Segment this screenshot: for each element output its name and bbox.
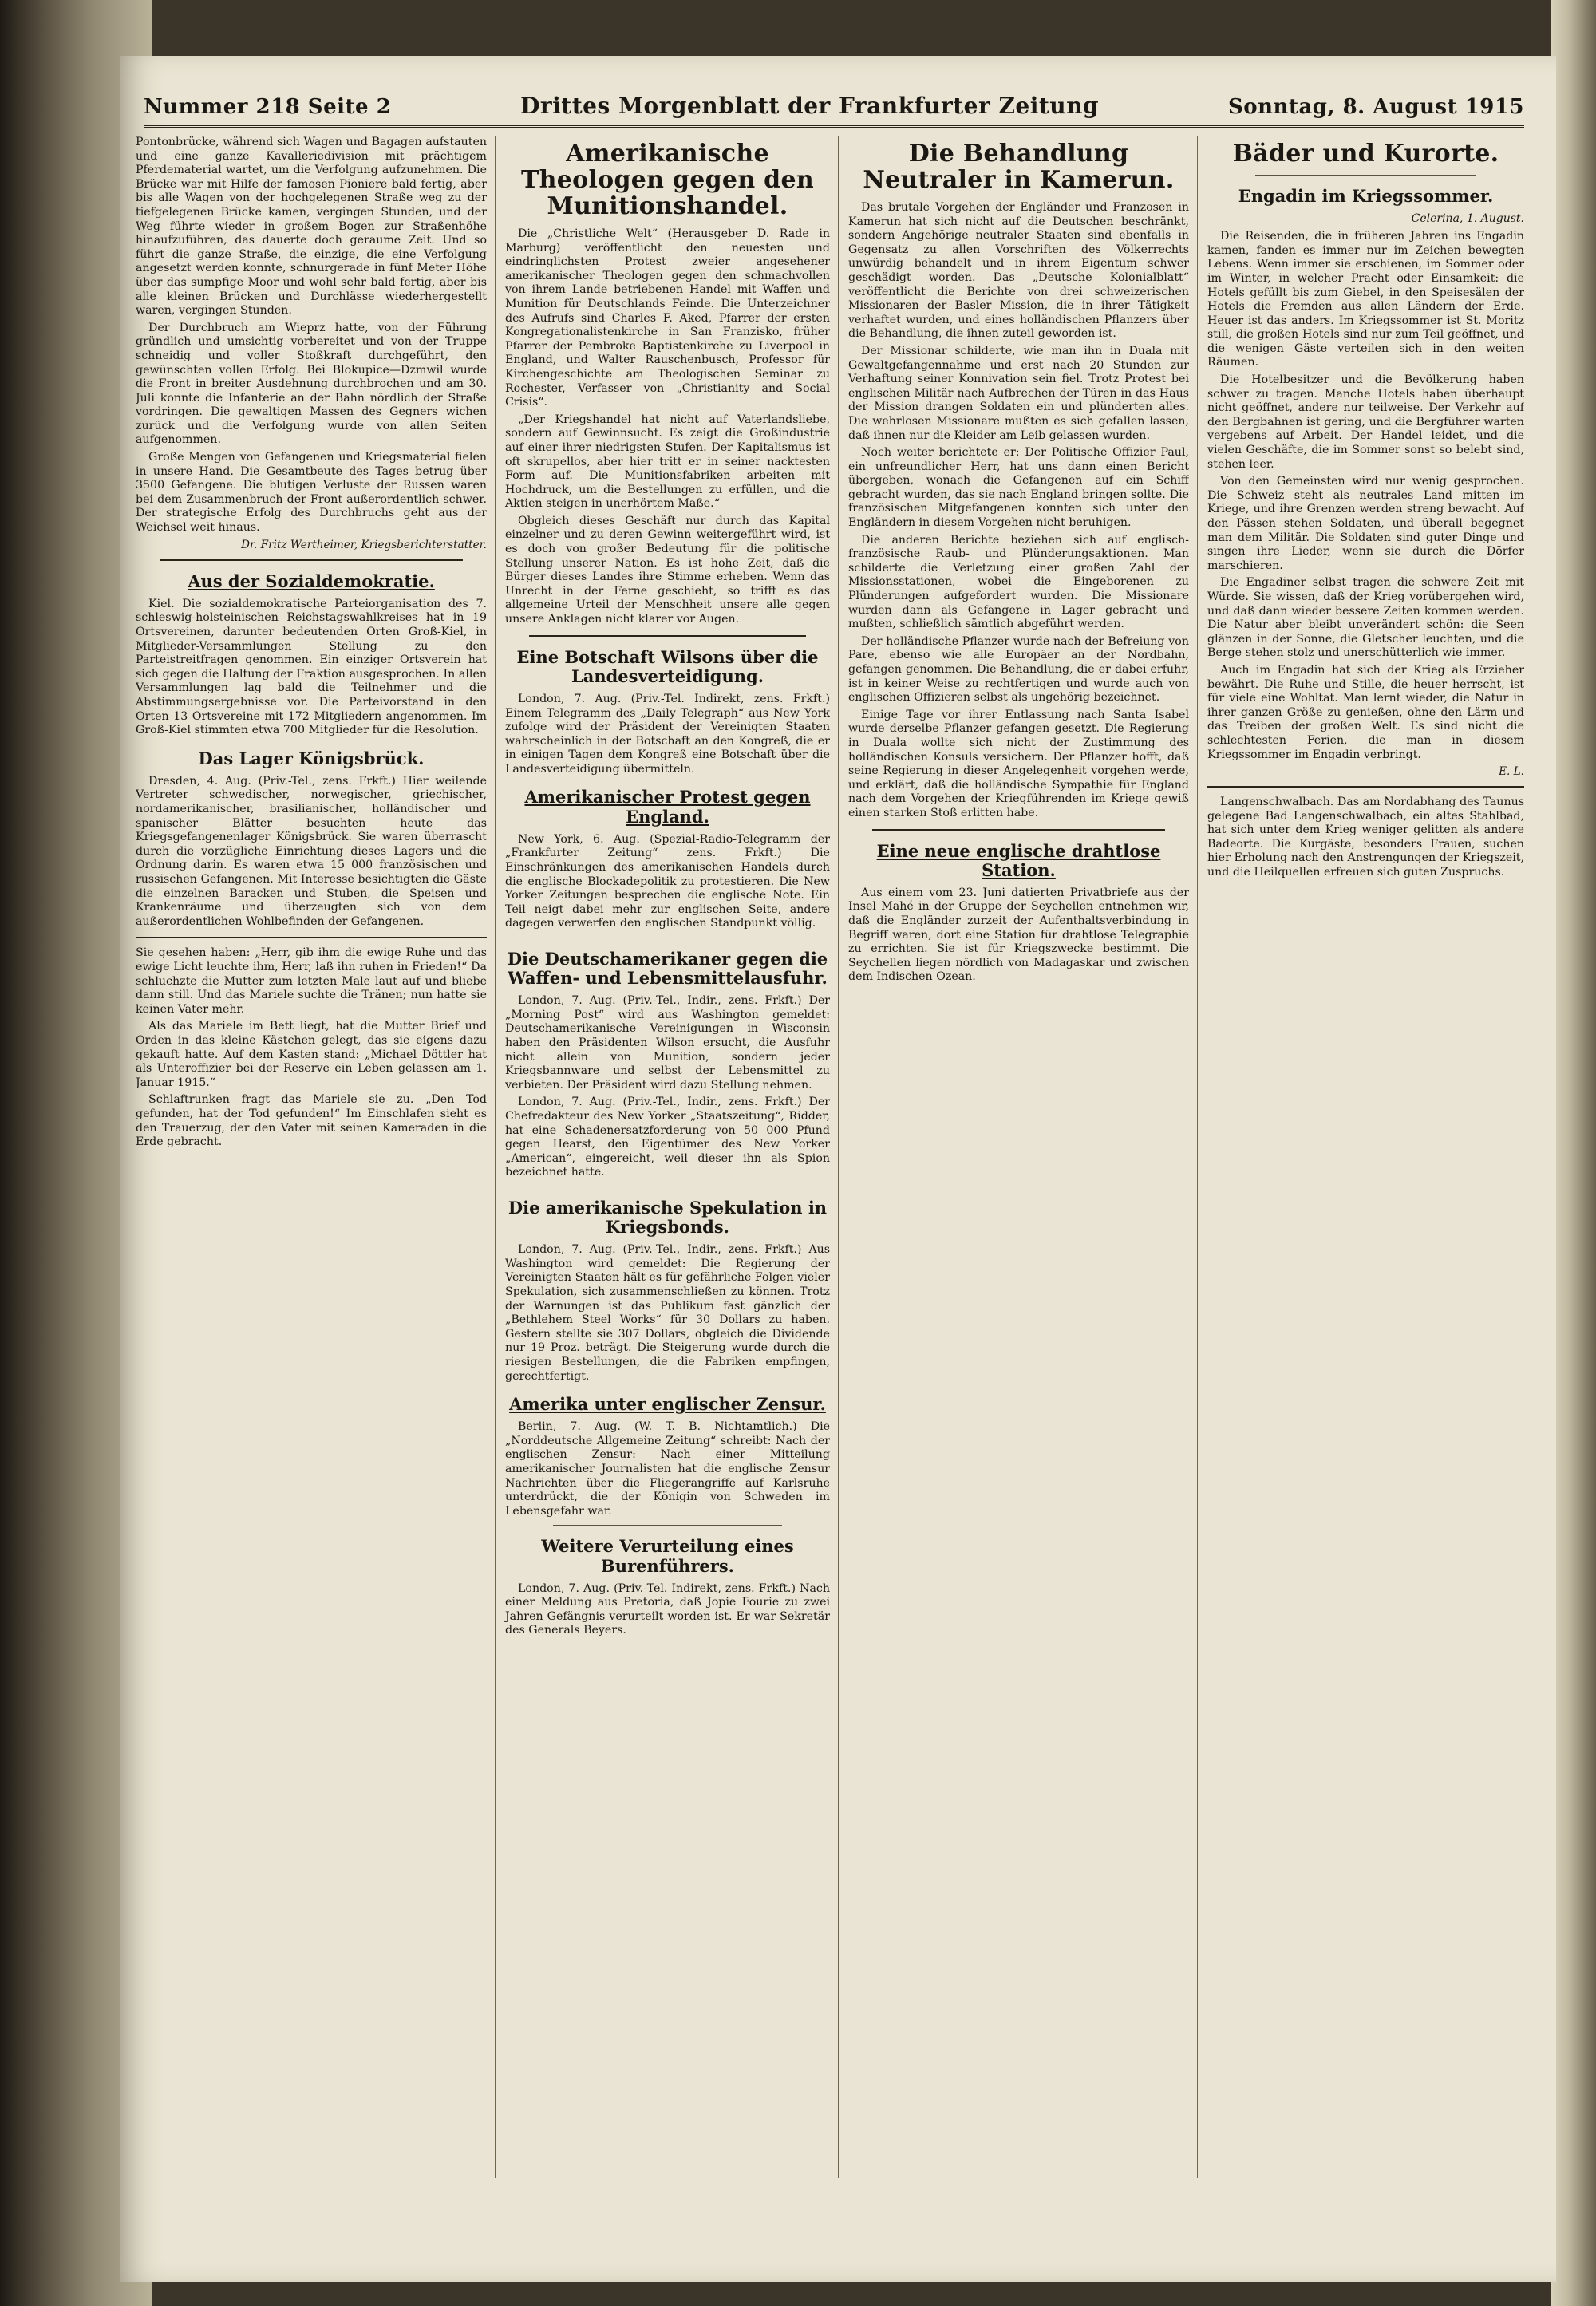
article-text: Der Missionar schilderte, wie man ihn in Duala mit Gewaltgefangennahme und erst nach 20 Stunden zur Verhaftung seiner Konnivation sein fiel. Trotz Protest bei englischen Militär nach Aufbrechen der Türen in das Haus der Mission drangen Soldaten ein und plünderten alles. Die wehrlosen Missionare mußten es sich gefallen lassen, daß ihnen nur die Kleider am Leib gelassen wurden. bbox=[848, 344, 1189, 442]
headline-deutschamerikaner: Die Deutschamerikaner gegen die Waffen- und Lebensmittelausfuhr. bbox=[507, 948, 828, 989]
divider bbox=[160, 559, 463, 561]
divider bbox=[872, 829, 1165, 831]
divider bbox=[1207, 786, 1524, 788]
column-3 bbox=[838, 136, 1189, 2178]
article-text: Kiel. Die sozialdemokratische Parteiorganisation des 7. schleswig-holsteinischen Reichstagswahlkreises hat in 19 Ortsvereinen, darunter bedeutenden Orten Groß-Kiel, in Mitglieder-Versammlungen Stellung zu den Parteistreitfragen genommen. Ein einziger Ortsverein hat sich gegen die Haltung der Fraktion ausgesprochen. In allen Versammlungen lag bald die Teilnehmer und die Abstimmungsergebnisse vor. Die Parteivorstand in den Orten 13 Ortsvereine mit 172 Mitgliedern angenommen. Im Groß-Kiel stimmten etwa 700 Mitglieder für die Resolution. bbox=[136, 597, 487, 737]
headline-spekulation: Die amerikanische Spekulation in Kriegsbonds. bbox=[508, 1197, 828, 1238]
article-text: London, 7. Aug. (Priv.-Tel. Indirekt, zens. Frkft.) Einem Telegramm des „Daily Telegraph“ aus New York zufolge wird der Präsident der Vereinigten Staaten wahrscheinlich in der Botschaft an den Kongreß, die er in einigen Tagen dem Kongreß eine Botschaft über die Landesverteidigung übermitteln. bbox=[505, 692, 830, 776]
article-text: Obgleich dieses Geschäft nur durch das Kapital einzelner und zu deren Gewinn weitergeführt wird, ist es doch von großer Bedeutung für die politische Stellung unserer Nation. Es ist hohe Zeit, daß die Bürger dieses Landes ihre Stimme erheben. Wenn das Unrecht in der Ferne geschieht, so trifft es das allgemeine Urteil der Menschheit unsere alle gegen unsere Anklagen nicht klarer vor Augen. bbox=[505, 514, 830, 626]
story-text: Schlaftrunken fragt das Mariele sie zu. „Den Tod gefunden, hat der Tod gefunden!“ Im Einschlafen sieht es den Trauerzug, der den Vater mit seinen Kameraden in die Erde gebracht. bbox=[136, 1093, 487, 1149]
story-text: Als das Mariele im Bett liegt, hat die Mutter Brief und Orden in das kleine Kästchen gelegt, das sie eigens dazu gekauft hatte. Auf dem Kasten stand: „Michael Döttler hat als Unteroffizier bei der Reserve ein Leben gelassen am 1. Januar 1915.“ bbox=[136, 1020, 487, 1089]
article-text: Aus einem vom 23. Juni datierten Privatbriefe aus der Insel Mahé in der Gruppe der Seychellen entnehmen wir, daß die Engländer zurzeit der Aufenthaltsverbindung in Begriff waren, dort eine Station für drahtlose Telegraphie zu errichten. Sie ist für Kriegszwecke bestimmt. Die Seychellen liegen nördlich von Madagaskar und zwischen dem Indischen Ozean. bbox=[848, 886, 1189, 984]
article-text: New York, 6. Aug. (Spezial-Radio-Telegramm der „Frankfurter Zeitung“ zens. Frkft.) Die Einschränkungen des amerikanischen Handels durch die englische Blockadepolitik zu protestieren. Die New Yorker Zeitungen besprechen die englische Note. Ein Teil neigt dabei mehr zur englischen Seite, andere dagegen verwerfen den englischen Standpunkt völlig. bbox=[505, 832, 830, 930]
article-text: Große Mengen von Gefangenen und Kriegsmaterial fielen in unsere Hand. Die Gesamtbeute des Tages betrug über 3500 Gefangene. Die blutigen Verluste der Russen waren bei dem Zusammenbruch der Front außerordentlich schwer. Der strategische Erfolg des Durchbruchs geht aus der Weichsel weit hinaus. bbox=[136, 451, 487, 535]
headline-botschaft: Eine Botschaft Wilsons über die Landesverteidigung. bbox=[516, 646, 819, 686]
article-text: Die „Christliche Welt“ (Herausgeber D. Rade in Marburg) veröffentlicht den neuesten und eindringlichsten Protest zweier angesehener amerikanischer Theologen gegen den schmachvollen von ihrem Lande betriebenen Handel mit Waffen und Munition für Deutschlands Feinde. Die Unterzeichner des Aufrufs sind Charles F. Aked, Pfarrer der ersten Kongregationalistenkirche in San Franzisko, früher Pfarrer der Pembroke Baptistenkirche zu Liverpool in England, und Walter Rauschenbusch, Professor für Kirchengeschichte am Theologischen Seminar zu Rochester, Verfasser von „Christianity and Social Crisis“. bbox=[505, 227, 830, 409]
article-text: Langenschwalbach. Das am Nordabhang des Taunus gelegene Bad Langenschwalbach, ein altes Stahlbad, hat sich unter dem Krieg weniger gelitten als andere Badeorte. Die Kurgäste, besonders Frauen, suchen hier Erholung nach den Anstrengungen der Kriegszeit, und die Heilquellen erfreuen sich guten Zuspruchs. bbox=[1207, 796, 1524, 879]
article-text: Der holländische Pflanzer wurde nach der Befreiung von Pare, ebenso wie alle Europäer an der Nordbahn, gefangen genommen. Die Behandlung, die er dabei erfuhr, ist in keiner Weise zu rechtfertigen und wurde auch von englischen Offizieren selbst als ungehörig bezeichnet. bbox=[848, 634, 1189, 705]
headline-engadin: Engadin im Kriegssommer. bbox=[1238, 186, 1494, 206]
dateline: Celerina, 1. August. bbox=[1411, 212, 1524, 226]
article-text: Die Engadiner selbst tragen die schwere Zeit mit Würde. Sie wissen, daß der Krieg vorübergehen wird, und daß dann wieder bessere Zeiten kommen werden. Die Natur aber bleibt unverändert schön: die Seen glänzen in der Sonne, die Gletscher leuchten, und die Berge stehen stolz und unerschütterlich wie immer. bbox=[1207, 576, 1524, 660]
headline-burenfuehrer: Weitere Verurteilung eines Burenführers. bbox=[541, 1536, 794, 1576]
article-text: London, 7. Aug. (Priv.-Tel., Indir., zens. Frkft.) Aus Washington wird gemeldet: Die Regierung der Vereinigten Staaten hält es für gefährliche Folgen vieler Spekulation, sich zusammenschließen zu können. Trotz der Warnungen ist das Publikum fast gänzlich der „Bethlehem Steel Works“ für 30 Dollars zu haben. Gestern stellte sie 307 Dollars, obgleich die Dividende nur 19 Proz. beträgt. Die Steigerung wurde durch die riesigen Bestellungen, die die Fabriken empfingen, gerechtfertigt. bbox=[505, 1243, 830, 1383]
newspaper-page bbox=[120, 56, 1556, 2282]
article-text: Das brutale Vorgehen der Engländer und Franzosen in Kamerun hat sich nicht auf die Deutschen beschränkt, sondern Angehörige neutraler Staaten sind ebenfalls in Gegensatz zu allen Vorschriften des Völkerrechts unwürdig behandelt und in ihrem Eigentum schwer geschädigt worden. Das „Deutsche Kolonialblatt“ veröffentlicht die Berichte von drei schweizerischen Missionaren der Basler Mission, die in ihrer Tätigkeit verhaftet wurden, und eines holländischen Pflanzers über die Behandlung, die ihnen zuteil geworden ist. bbox=[848, 201, 1189, 341]
byline: E. L. bbox=[1499, 765, 1524, 779]
column-2 bbox=[495, 136, 830, 2178]
article-text: Pontonbrücke, während sich Wagen und Bagagen aufstauten und eine ganze Kavalleriedivision mit prächtigem Pferdematerial wartet, um die Verfolgung aufzunehmen. Die Brücke war mit Hilfe der famosen Pioniere bald fertig, aber bis alle Wagen von der hochgelegenen Straße weg zu der tiefgelegenen Brücke kamen, vergingen Stunden, und der Weg führte wieder in großem Bogen zur Straßenhöhe hinaufzuführen, das dauerte doch geraume Zeit. Und so führt die ganze Straße, die einzige, die eine Verfolgung angesetzt werden konnte, schnurgerade in fünf Meter Höhe über das sumpfige Moor und wohl sehr bald fertig, aber bis alle kleinen Brücken und Durchlässe wiederhergestellt waren, vergingen Stunden. bbox=[136, 136, 487, 318]
headline-baeder: Bäder und Kurorte. bbox=[1232, 140, 1499, 168]
headline-zensur: Amerika unter englischer Zensur. bbox=[509, 1394, 826, 1415]
masthead-issue: Nummer 218 Seite 2 bbox=[144, 95, 392, 119]
masthead-title: Drittes Morgenblatt der Frankfurter Zeitung bbox=[520, 93, 1100, 119]
article-text: London, 7. Aug. (Priv.-Tel. Indirekt, zens. Frkft.) Nach einer Meldung aus Pretoria, daß Jopie Fourie zu zwei Jahren Gefängnis verurteilt worden ist. Er war Sekretär des Generals Beyers. bbox=[505, 1581, 830, 1637]
article-text: Die Reisenden, die in früheren Jahren ins Engadin kamen, fanden es immer nur im Zeichen bewegten Lebens. Wenn immer sie erschienen, im Sommer oder im Winter, in welcher Pracht oder Einsamkeit: die Hotels gefüllt bis zum Giebel, in den Speisesälen der Hotels die Fremden aus allen Ländern der Erde. Heuer ist das anders. Im Kriegssommer ist St. Moritz still, die großen Hotels sind nur zum Teil geöffnet, und die wenigen Gäste verteilen sich in den weiten Räumen. bbox=[1207, 230, 1524, 369]
divider bbox=[529, 635, 806, 637]
article-text: Von den Gemeinsten wird nur wenig gesprochen. Die Schweiz steht als neutrales Land mitten im Kriege, und ihre Grenzen werden streng bewacht. Auf den Pässen stehen Soldaten, und überall begegnet man dem Militär. Die Soldaten sind guter Dinge und singen ihre Lieder, wenn sie durch die Dörfer marschieren. bbox=[1207, 475, 1524, 572]
article-text: Einige Tage vor ihrer Entlassung nach Santa Isabel wurde derselbe Pflanzer gefangen gesetzt. Die Regierung in Duala wollte sich nicht der Zustimmung des holländischen Konsuls versichern. Der Pflanzer hofft, daß seine Regierung in dieser Angelegenheit vorgehen werde, und erklärt, daß die holländische Sympathie für England nach dem Vorgehen der Kriegführenden im Kriege gewiß einen starken Stoß erlitten habe. bbox=[848, 708, 1189, 819]
column-1 bbox=[136, 136, 487, 2178]
divider bbox=[136, 937, 487, 938]
article-text: „Der Kriegshandel hat nicht auf Vaterlandsliebe, sondern auf Gewinnsucht. Es zeigt die Großindustrie auf einer ihrer niedrigsten Stufen. Der Kapitalismus ist oft skrupellos, aber hier tritt er in seiner nacktesten Form auf. Die Munitionsfabriken arbeiten mit Hochdruck, um die Bestellungen zu erfüllen, und die Aktien steigen in unerhörtem Maße.“ bbox=[505, 413, 830, 511]
divider bbox=[1255, 175, 1476, 176]
headline-kamerun: Die Behandlung Neutraler in Kamerun. bbox=[863, 140, 1175, 194]
article-text: Der Durchbruch am Wieprz hatte, von der Führung gründlich und umsichtig vorbereitet und von der Truppe schneidig und voller Stoßkraft durchgeführt, den gewünschten vollen Erfolg. Bei Blokupice—Dzmwil wurde die Front in breiter Ausdehnung durchbrochen und am 30. Juli konnte die Infanterie an der Bahn nördlich der Straße vordringen. Die gewaltigen Massen des Gegners wichen zurück und die Verfolgung wurde von allen Seiten aufgenommen. bbox=[136, 321, 487, 447]
article-text: Die Hotelbesitzer und die Bevölkerung haben schwer zu tragen. Manche Hotels haben überhaupt nicht geöffnet, andere nur teilweise. Der Verkehr auf den Bergbahnen ist gering, und die Bergführer warten vergebens auf Arbeit. Der Handel leidet, und die vielen Geschäfte, die im Sommer sonst so belebt sind, stehen leer. bbox=[1207, 373, 1524, 471]
headline-lager: Das Lager Königsbrück. bbox=[198, 748, 425, 768]
headline-drahtlose-station: Eine neue englische drahtlose Station. bbox=[876, 840, 1161, 880]
masthead bbox=[144, 72, 1524, 128]
article-text: London, 7. Aug. (Priv.-Tel., Indir., zens. Frkft.) Der „Morning Post“ wird aus Washington gemeldet: Deutschamerikanische Vereinigungen in Wisconsin haben den Präsidenten Wilson ersucht, die Ausfuhr nicht allein von Munition, sondern jeder Kriegsbannware und selbst der Lebensmittel zu verbieten. Der Präsident wird dazu Stellung nehmen. bbox=[505, 994, 830, 1092]
headline-protest: Amerikanischer Protest gegen England. bbox=[524, 787, 811, 827]
article-text: London, 7. Aug. (Priv.-Tel., Indir., zens. Frkft.) Der Chefredakteur des New Yorker „Staatszeitung“, Ridder, hat eine Schadenersatzforderung von 50 000 Pfund gegen Hearst, den Eigentümer des New Yorker „American“, eingereicht, weil dieser ihn als Spion bezeichnet hatte. bbox=[505, 1096, 830, 1179]
column-4 bbox=[1197, 136, 1524, 2178]
article-text: Auch im Engadin hat sich der Krieg als Erzieher bewährt. Die Ruhe und Stille, die heuer herrscht, ist für viele eine Wohltat. Man lernt wieder, die Natur in ihrer ganzen Größe zu genießen, ohne den Lärm und das Treiben der großen Welt. Es sind nicht die schlechtesten Ferien, die man in diesem Kriegssommer im Engadin verbringt. bbox=[1207, 663, 1524, 761]
headline-sozialdemokratie: Aus der Sozialdemokratie. bbox=[188, 571, 435, 591]
page-edge bbox=[1551, 0, 1596, 2306]
article-text: Berlin, 7. Aug. (W. T. B. Nichtamtlich.) Die „Norddeutsche Allgemeine Zeitung“ schreibt: Nach der englischen Zensur: Nach einer Mitteilung amerikanischer Journalisten hat die englische Zensur Nachrichten über die Fliegerangriffe auf Karlsruhe unterdrückt, die der Königin von Schweden im Lebensgefahr war. bbox=[505, 1420, 830, 1518]
story-text: Sie gesehen haben: „Herr, gib ihm die ewige Ruhe und das ewige Licht leuchte ihm, Herr, laß ihn ruhen in Frieden!“ Da schluchzte die Mutter zum letzten Male laut auf und bliebe dann still. Und das Mariele suchte die Tränen; nun hatte sie keinen Vater mehr. bbox=[136, 946, 487, 1016]
masthead-date: Sonntag, 8. August 1915 bbox=[1228, 95, 1524, 119]
article-text: Noch weiter berichtete er: Der Politische Offizier Paul, ein unfreundlicher Herr, hat uns dann einen Bericht übergeben, wonach die Gefangenen auf ein Schiff gebracht wurden, das sie nach England bringen sollte. Die französischen Mitgefangenen konnten sich unter den Engländern in diesem Vorgehen nicht beruhigen. bbox=[848, 446, 1189, 530]
article-text: Die anderen Berichte beziehen sich auf englisch-französische Raub- und Plünderungsaktionen. Man schilderte die Verletzung einer großen Zahl der Missionsstationen, wobei die Eingeborenen zu Plünderungen aufgefordert wurden. Die Missionare wurden dann als Gefangene in Lager gebracht und mußten, schließlich sämtlich abgeführt werden. bbox=[848, 533, 1189, 631]
headline-theologen: Amerikanische Theologen gegen den Munitionshandel. bbox=[521, 140, 814, 220]
byline: Dr. Fritz Wertheimer, Kriegsberichterstatter. bbox=[241, 538, 487, 551]
article-text: Dresden, 4. Aug. (Priv.-Tel., zens. Frkft.) Hier weilende Vertreter schwedischer, norwegischer, griechischer, nordamerikanischer, brasilianischer, holländischer und spanischer Blätter besuchten heute das Kriegsgefangenenlager Königsbrück. Sie waren überrascht durch die vorzügliche Einrichtung dieses Lagers und die Ordnung darin. Es waren etwa 15 000 französischen und russischen Gefangenen. Mit Interesse besichtigten die Gäste die einzelnen Baracken und Stuben, die Speisen und Krankenräume und überzeugten sich von dem außerordentlichen Wohlbefinden der Gefangenen. bbox=[136, 774, 487, 928]
divider bbox=[553, 1525, 782, 1526]
